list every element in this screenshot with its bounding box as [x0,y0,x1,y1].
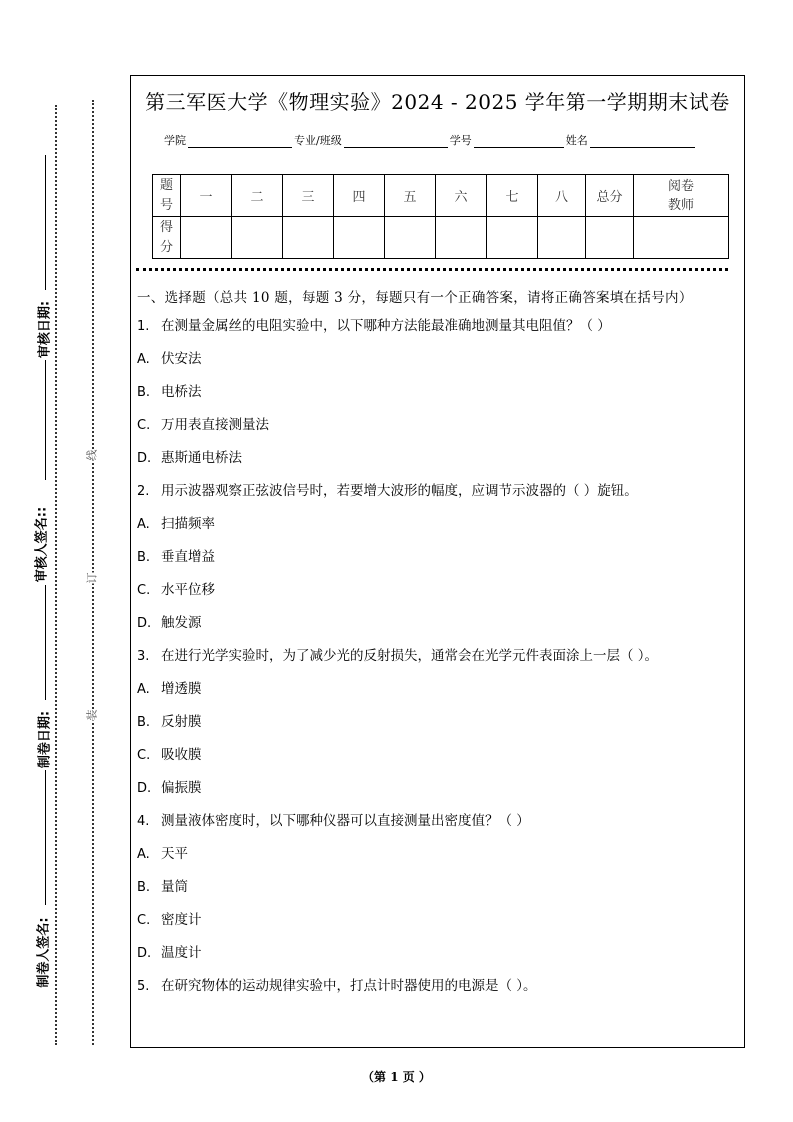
score-cell[interactable] [232,217,283,259]
score-cell-total[interactable] [586,217,634,259]
name-field[interactable] [590,135,695,148]
student-id-label: 学号 [449,134,472,147]
option: A. 增透膜 [137,681,202,697]
question-2: 2. 用示波器观察正弦波信号时，若要增大波形的幅度，应调节示波器的（ ）旋钮。 [137,483,638,499]
option: D. 惠斯通电桥法 [137,450,242,466]
binding-char-bind: 装 [85,709,99,721]
score-cell[interactable] [538,217,586,259]
option: A. 扫描频率 [137,516,215,532]
question-3: 3. 在进行光学实验时，为了减少光的反射损失，通常会在光学元件表面涂上一层（ ）。 [137,648,659,664]
option: C. 密度计 [137,912,202,928]
row-label-question-no: 题号 [153,175,181,217]
score-cell[interactable] [487,217,538,259]
option: A. 天平 [137,846,188,862]
option: D. 偏振膜 [137,780,202,796]
option: C. 吸收膜 [137,747,202,763]
exam-frame [130,75,745,1048]
score-cell-grader[interactable] [634,217,729,259]
score-cell[interactable] [385,217,436,259]
col-header: 三 [283,175,334,217]
option: B. 量筒 [137,879,188,895]
dotted-separator [136,268,728,271]
option: B. 电桥法 [137,384,202,400]
question-4: 4. 测量液体密度时，以下哪种仪器可以直接测量出密度值？（ ） [137,813,530,829]
question-content [137,286,737,1003]
score-cell[interactable] [334,217,385,259]
col-header: 六 [436,175,487,217]
page-number: （第 1 页 ） [362,1070,431,1084]
review-date-line [45,155,46,290]
binding-char-staple: 订 [85,572,99,584]
score-cell[interactable] [181,217,232,259]
option: C. 水平位移 [137,582,215,598]
col-header: 四 [334,175,385,217]
college-label: 学院 [164,134,186,147]
score-table-header-row [153,175,729,217]
exam-title: 第三军医大学《物理实验》2024 - 2025 学年第一学期期末试卷 [145,90,730,114]
option: B. 反射膜 [137,714,202,730]
reviewer-signature-line [45,585,46,700]
major-class-field[interactable] [344,135,448,148]
col-header: 一 [181,175,232,217]
option: A. 伏安法 [137,351,202,367]
paper-date-label: 制卷日期: [37,710,53,769]
student-id-field[interactable] [474,135,564,148]
option: D. 温度计 [137,945,202,961]
name-label: 姓名 [565,134,588,147]
student-info-row [164,132,697,148]
question-5: 5. 在研究物体的运动规律实验中，打点计时器使用的电源是（ ）。 [137,978,537,994]
row-label-score: 得分 [153,217,181,259]
question-1: 1. 在测量金属丝的电阻实验中，以下哪种方法能最准确地测量其电阻值？（ ） [137,318,611,334]
col-header: 二 [232,175,283,217]
college-field[interactable] [188,135,292,148]
score-cell[interactable] [283,217,334,259]
review-date-line-2 [45,360,46,480]
paper-date-line [45,770,46,905]
binding-char-line: 线 [85,449,99,461]
option: D. 触发源 [137,615,202,631]
score-table-score-row [153,217,729,259]
score-table [152,174,729,259]
col-header-grader: 阅卷教师 [634,175,729,217]
reviewer-signature-label: 审核人签名:: [34,506,50,583]
col-header: 七 [487,175,538,217]
col-header: 八 [538,175,586,217]
col-header-total: 总分 [586,175,634,217]
option: C. 万用表直接测量法 [137,417,269,433]
section-title: 一、选择题（总共 10 题，每题 3 分，每题只有一个正确答案，请将正确答案填在括号内） [137,290,693,306]
score-cell[interactable] [436,217,487,259]
major-class-label: 专业/班级 [294,134,342,147]
review-date-label: 审核日期: [37,300,53,359]
option: B. 垂直增益 [137,549,215,565]
col-header: 五 [385,175,436,217]
seal-line-inner [55,105,57,1045]
paper-maker-signature-label: 制卷人签名: [36,917,52,988]
